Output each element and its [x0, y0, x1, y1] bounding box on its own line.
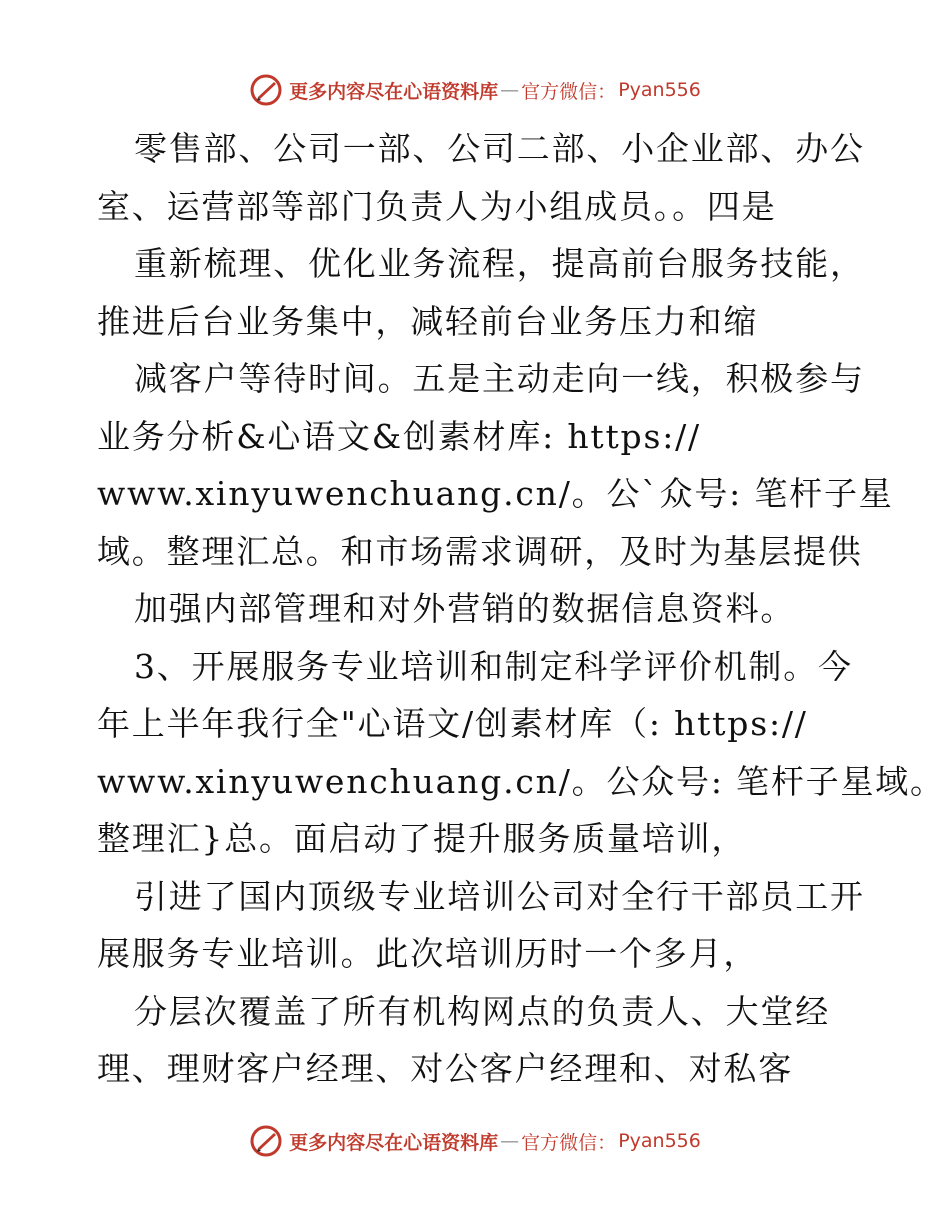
- brand-logo-icon: [249, 1124, 283, 1158]
- text-line: 业务分析&心语文&创素材库: https://: [97, 416, 701, 456]
- text-line: 加强内部管理和对外营销的数据信息资料。: [134, 589, 796, 628]
- text-line: 减客户等待时间。五是主动走向一线，积极参与: [134, 359, 865, 398]
- text-line: 3、开展服务专业培训和制定科学评价机制。今: [134, 646, 853, 686]
- text-line: 重新梳理、优化业务流程，提高前台服务技能，: [134, 244, 865, 283]
- text-line: 分层次覆盖了所有机构网点的负责人、大堂经: [134, 991, 830, 1031]
- banner-wechat-id: Pyan556: [618, 1130, 701, 1152]
- banner-separator: —: [500, 79, 520, 101]
- text-line: www.xinyuwenchuang.cn/。公众号: 笔杆子星域。: [97, 761, 945, 801]
- document-body: [97, 120, 945, 1098]
- banner-slogan: 更多内容尽在心语资料库: [289, 1131, 499, 1154]
- text-line: 理、理财客户经理、对公客户经理和、对私客: [97, 1049, 793, 1088]
- text-line: 零售部、公司一部、公司二部、小企业部、办公: [134, 129, 865, 168]
- brand-logo-icon: [249, 73, 283, 107]
- text-line: 引进了国内顶级专业培训公司对全行干部员工开: [134, 876, 865, 916]
- text-line: 整理汇}总。面启动了提升服务质量培训，: [97, 819, 747, 858]
- text-line: 展服务专业培训。此次培训历时一个多月，: [97, 934, 759, 973]
- banner-wechat-label: 官方微信：: [521, 80, 617, 103]
- text-line: www.xinyuwenchuang.cn/。公`众号: 笔杆子星: [97, 474, 894, 513]
- banner-wechat-label: 官方微信：: [521, 1131, 617, 1154]
- banner-wechat-id: Pyan556: [618, 79, 701, 101]
- header-banner: [0, 70, 950, 110]
- text-line: 室、运营部等部门负责人为小组成员。。四是: [97, 186, 777, 226]
- text-line: 域。整理汇总。和市场需求调研，及时为基层提供: [97, 531, 863, 571]
- banner-slogan: 更多内容尽在心语资料库: [289, 80, 499, 103]
- text-line: 年上半年我行全"心语文/创素材库（: https://: [97, 704, 808, 743]
- banner-separator: —: [500, 1130, 520, 1152]
- footer-banner: [0, 1121, 950, 1161]
- text-line: 推进后台业务集中，减轻前台业务压力和缩: [97, 301, 759, 341]
